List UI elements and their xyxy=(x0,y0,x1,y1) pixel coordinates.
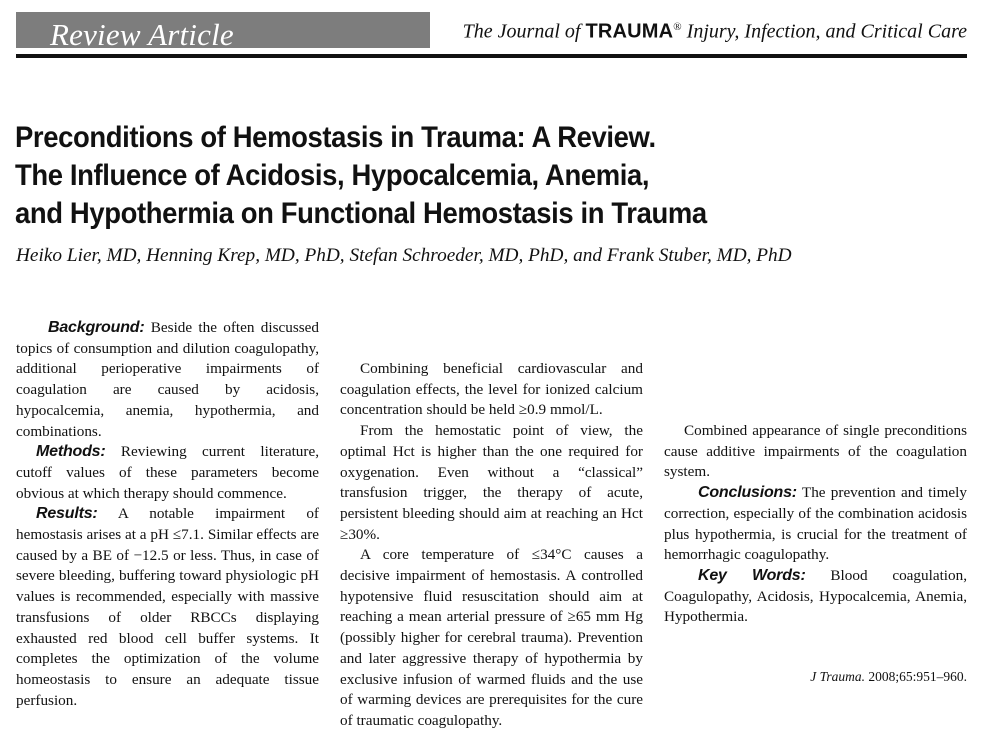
abstract-column-3 xyxy=(664,318,967,628)
conclusions-heading: Conclusions: xyxy=(698,484,797,502)
abstract-background xyxy=(16,318,319,442)
title-line-2: The Influence of Acidosis, Hypocalcemia, Anemia, xyxy=(15,159,650,192)
results-paragraph-hct: From the hemostatic point of view, the optimal Hct is higher than the one required for oxygenation. Even without a “classical” transfusion trigger, the therapy of acute, persistent bleeding should aim at reaching an Hct ≥30%. xyxy=(340,422,643,543)
citation-journal: J Trauma. xyxy=(810,669,865,684)
section-label: Review Article xyxy=(50,17,234,52)
keywords-heading: Key Words: xyxy=(698,566,806,584)
background-text: Beside the often discussed topics of consumption and dilution coagulopathy, additional perioperative impairments of coagulation are caused by acidosis, hypocalcemia, anemia, hypothermia, and combinations. xyxy=(16,319,319,440)
journal-prefix: The Journal of xyxy=(462,20,586,43)
citation xyxy=(810,668,967,686)
keywords-text: Blood coagulation, Coagulopathy, Acidosis, Hypocalcemia, Anemia, Hypothermia. xyxy=(664,566,967,626)
methods-heading: Methods: xyxy=(36,443,106,461)
abstract-column-2 xyxy=(340,318,643,732)
journal-suffix: Injury, Infection, and Critical Care xyxy=(681,20,967,43)
conclusions-text: The prevention and timely correction, especially of the combination acidosis plus hypothermia, is crucial for the treatment of hemorrhagic coagulopathy. xyxy=(664,484,967,564)
registered-mark: ® xyxy=(673,21,682,33)
author-list: Heiko Lier, MD, Henning Krep, MD, PhD, Stefan Schroeder, MD, PhD, and Frank Stuber, MD, PhD xyxy=(16,245,792,266)
title-line-1: Preconditions of Hemostasis in Trauma: A Review. xyxy=(15,121,656,154)
abstract-column-1 xyxy=(16,318,319,711)
title-line-3: and Hypothermia on Functional Hemostasis in Trauma xyxy=(15,197,707,230)
citation-details: 2008;65:951–960. xyxy=(864,669,967,684)
section-band xyxy=(16,12,430,52)
journal-brand: TRAUMA xyxy=(585,20,674,43)
methods-text: Reviewing current literature, cutoff values of these parameters become obvious at which therapy should commence. xyxy=(16,443,319,502)
results-paragraph-temperature: A core temperature of ≤34°C causes a decisive impairment of hemostasis. A controlled hypotensive fluid resuscitation should aim at reaching a mean arterial pressure of ≥65 mm Hg (possibly higher for cerebral trauma). Prevention and later aggressive therapy of hypothermia by exclusive infusion of warmed fluids and the use of warming devices are prerequisites for the cure of traumatic coagulopathy. xyxy=(340,546,643,729)
header-rule xyxy=(16,54,967,58)
journal-header xyxy=(16,12,967,59)
results-heading: Results: xyxy=(36,505,98,523)
abstract-results xyxy=(16,504,319,711)
abstract-conclusions xyxy=(664,483,967,566)
results-text: A notable impairment of hemostasis arises at a pH ≤7.1. Similar effects are caused by a BE of −12.5 or less. Thus, in case of severe bleeding, buffering toward physiologic pH values is recommended, especially with massive transfusions of older RBCCs displaying exhausted red blood cell buffer systems. It completes the optimization of the volume homeostasis to ensure an adequate tissue perfusion. xyxy=(16,505,319,709)
abstract-methods xyxy=(16,442,319,504)
abstract-keywords xyxy=(664,566,967,628)
article-title xyxy=(15,119,965,233)
journal-name xyxy=(463,14,967,45)
background-heading: Background: xyxy=(48,319,145,336)
results-paragraph-combined: Combined appearance of single preconditions cause additive impairments of the coagulation system. xyxy=(664,422,967,481)
results-paragraph-calcium: Combining beneficial cardiovascular and coagulation effects, the level for ionized calcium concentration should be held ≥0.9 mmol/L. xyxy=(340,360,643,419)
